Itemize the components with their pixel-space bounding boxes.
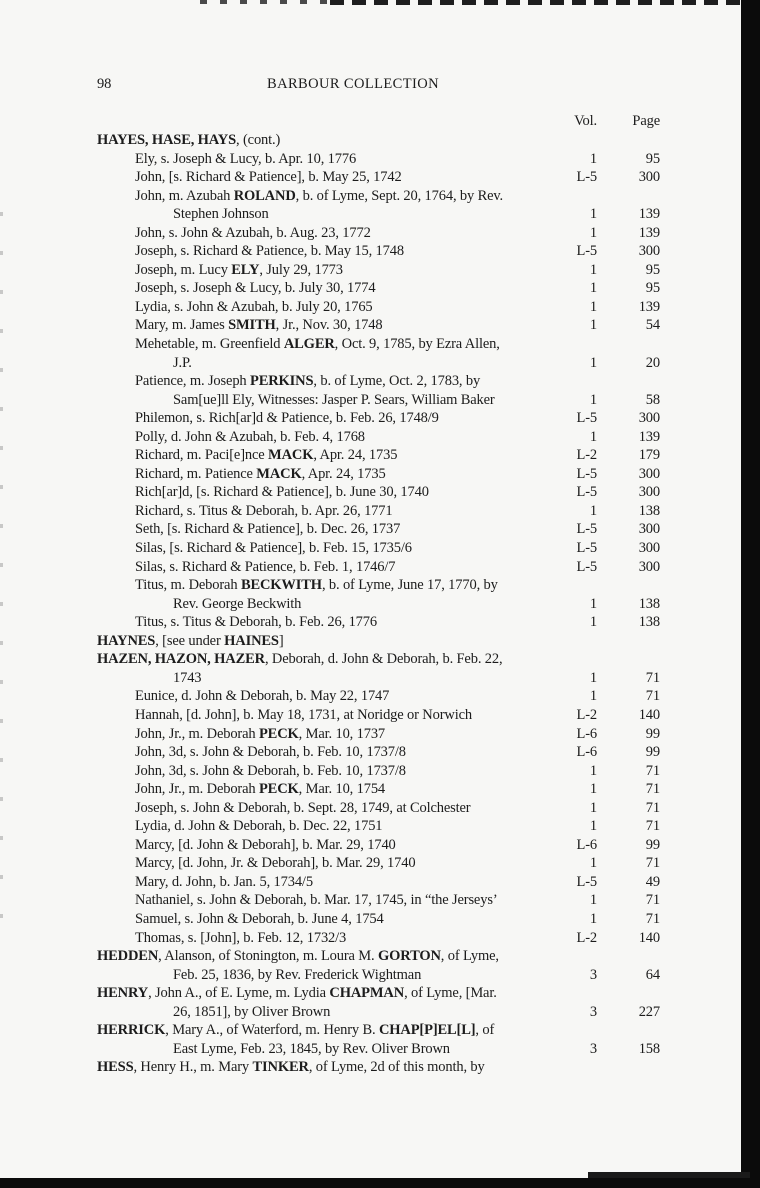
- record-row: [97, 242, 660, 261]
- record-row: [97, 520, 660, 539]
- record-page: 140: [638, 929, 660, 946]
- record-text: Richard, m. Paci[e]nce MACK, Apr. 24, 1735: [135, 447, 398, 464]
- record-page: 95: [645, 280, 660, 297]
- record-row: [97, 279, 660, 298]
- column-headers: [97, 113, 660, 130]
- record-page: 300: [638, 540, 660, 557]
- record-page: [597, 576, 660, 595]
- record-vol: [545, 372, 597, 391]
- record-page: 140: [638, 706, 660, 723]
- record-text: John, [s. Richard & Patience], b. May 25, 1742: [135, 169, 402, 186]
- record-vol: 1: [589, 280, 597, 297]
- record-text: Hannah, [d. John], b. May 18, 1731, at Noridge or Norwich: [135, 706, 472, 723]
- record-text: Richard, s. Titus & Deborah, b. Apr. 26, 1771: [135, 502, 393, 519]
- film-perforation-strip-left: [200, 0, 330, 4]
- record-row: [97, 150, 660, 169]
- record-vol: 1: [589, 762, 597, 779]
- record-row: [97, 706, 660, 725]
- record-vol: 1: [589, 614, 597, 631]
- record-row: [97, 929, 660, 948]
- record-text: Mary, m. James SMITH, Jr., Nov. 30, 1748: [135, 317, 383, 334]
- record-page: 138: [638, 595, 660, 612]
- record-vol: 1: [589, 206, 597, 223]
- record-page: [597, 984, 660, 1003]
- record-row: [97, 873, 660, 892]
- record-text: John, Jr., m. Deborah PECK, Mar. 10, 1737: [135, 725, 386, 742]
- record-row: [97, 762, 660, 781]
- record-page: [597, 650, 660, 669]
- record-vol: 1: [589, 317, 597, 334]
- record-row: [97, 298, 660, 317]
- record-page: 49: [645, 873, 660, 890]
- record-text: HESS, Henry H., m. Mary TINKER, of Lyme, 2d of this month, by: [97, 1059, 485, 1076]
- record-text: East Lyme, Feb. 23, 1845, by Rev. Oliver Brown: [173, 1040, 450, 1057]
- record-row: [97, 224, 660, 243]
- record-text: Silas, s. Richard & Patience, b. Feb. 1, 1746/7: [135, 558, 396, 575]
- record-text: Mary, d. John, b. Jan. 5, 1734/5: [135, 873, 313, 890]
- record-page: 95: [645, 150, 660, 167]
- record-vol: 1: [589, 150, 597, 167]
- record-vol: L-5: [576, 558, 597, 575]
- record-page: [597, 187, 660, 206]
- record-page: 300: [638, 410, 660, 427]
- record-page: 158: [638, 1040, 660, 1057]
- page-number: 98: [97, 76, 112, 92]
- record-text: Rich[ar]d, [s. Richard & Patience], b. June 30, 1740: [135, 484, 429, 501]
- record-text: Titus, m. Deborah BECKWITH, b. of Lyme, June 17, 1770, by: [135, 577, 498, 594]
- record-vol: 1: [589, 910, 597, 927]
- record-text: 26, 1851], by Oliver Brown: [173, 1003, 331, 1020]
- record-page: 179: [638, 447, 660, 464]
- record-page: 71: [645, 855, 660, 872]
- column-header-spacer: [97, 113, 545, 130]
- record-text: HEDDEN, Alanson, of Stonington, m. Loura M. GORTON, of Lyme,: [97, 948, 499, 965]
- record-row: [97, 725, 660, 744]
- record-row: [97, 205, 660, 224]
- record-text: Rev. George Beckwith: [173, 595, 302, 612]
- record-row: [97, 539, 660, 558]
- record-vol: [545, 335, 597, 354]
- record-page: 139: [638, 224, 660, 241]
- record-vol: [545, 187, 597, 206]
- record-page: [597, 335, 660, 354]
- record-text: HENRY, John A., of E. Lyme, m. Lydia CHAPMAN, of Lyme, [Mar.: [97, 985, 497, 1002]
- record-vol: [545, 632, 597, 651]
- page-title: BARBOUR COLLECTION: [267, 76, 439, 92]
- record-vol: 1: [589, 428, 597, 445]
- record-text: Marcy, [d. John & Deborah], b. Mar. 29, 1740: [135, 836, 396, 853]
- record-page: [597, 1058, 660, 1077]
- record-text: Joseph, m. Lucy ELY, July 29, 1773: [135, 261, 343, 278]
- record-text: HAZEN, HAZON, HAZER, Deborah, d. John & Deborah, b. Feb. 22,: [97, 651, 503, 668]
- record-row: [97, 428, 660, 447]
- record-text: Joseph, s. Richard & Patience, b. May 15, 1748: [135, 243, 404, 260]
- record-text: Polly, d. John & Azubah, b. Feb. 4, 1768: [135, 428, 365, 445]
- record-page: 300: [638, 484, 660, 501]
- record-page: 300: [638, 243, 660, 260]
- film-edge-bottom: [0, 1178, 760, 1188]
- record-vol: 3: [589, 1003, 597, 1020]
- record-vol: 1: [589, 781, 597, 798]
- record-row: [97, 335, 660, 354]
- record-vol: L-6: [576, 836, 597, 853]
- record-vol: [545, 947, 597, 966]
- record-vol: L-5: [576, 169, 597, 186]
- record-text: Stephen Johnson: [173, 206, 269, 223]
- record-row: [97, 632, 660, 651]
- record-vol: L-5: [576, 410, 597, 427]
- record-row: [97, 465, 660, 484]
- record-page: 138: [638, 614, 660, 631]
- record-vol: 1: [589, 595, 597, 612]
- record-vol: L-6: [576, 725, 597, 742]
- record-text: Mehetable, m. Greenfield ALGER, Oct. 9, 1785, by Ezra Allen,: [135, 336, 500, 353]
- record-row: [97, 187, 660, 206]
- record-text: Richard, m. Patience MACK, Apr. 24, 1735: [135, 465, 386, 482]
- record-vol: [545, 1021, 597, 1040]
- record-vol: 1: [589, 354, 597, 371]
- record-text: Patience, m. Joseph PERKINS, b. of Lyme, Oct. 2, 1783, by: [135, 373, 481, 390]
- record-text: Ely, s. Joseph & Lucy, b. Apr. 10, 1776: [135, 150, 357, 167]
- record-row: [97, 836, 660, 855]
- record-row: [97, 1040, 660, 1059]
- record-page: [597, 1021, 660, 1040]
- record-row: [97, 168, 660, 187]
- record-text: Feb. 25, 1836, by Rev. Frederick Wightman: [173, 966, 422, 983]
- record-page: [597, 947, 660, 966]
- record-page: [597, 632, 660, 651]
- record-page: 300: [638, 521, 660, 538]
- record-page: 71: [645, 762, 660, 779]
- record-text: HAYNES, [see under HAINES]: [97, 632, 284, 649]
- record-row: [97, 502, 660, 521]
- record-text: Thomas, s. [John], b. Feb. 12, 1732/3: [135, 929, 347, 946]
- record-row: [97, 1058, 660, 1077]
- record-page: 139: [638, 206, 660, 223]
- records-list: [97, 131, 660, 1077]
- record-row: [97, 1021, 660, 1040]
- record-row: [97, 483, 660, 502]
- record-row: [97, 372, 660, 391]
- record-vol: L-5: [576, 484, 597, 501]
- record-row: [97, 391, 660, 410]
- record-page: 71: [645, 799, 660, 816]
- record-vol: 1: [589, 298, 597, 315]
- record-page: 71: [645, 669, 660, 686]
- record-text: Silas, [s. Richard & Patience], b. Feb. 15, 1735/6: [135, 540, 412, 557]
- record-vol: L-5: [576, 521, 597, 538]
- record-text: 1743: [173, 669, 202, 686]
- record-row: [97, 966, 660, 985]
- record-text: John, 3d, s. John & Deborah, b. Feb. 10, 1737/8: [135, 744, 406, 761]
- record-row: [97, 558, 660, 577]
- record-row: [97, 687, 660, 706]
- record-row: [97, 669, 660, 688]
- record-vol: 1: [589, 669, 597, 686]
- record-row: [97, 409, 660, 428]
- record-page: 300: [638, 465, 660, 482]
- record-text: HAYES, HASE, HAYS, (cont.): [97, 132, 281, 148]
- record-vol: L-5: [576, 540, 597, 557]
- record-vol: [545, 650, 597, 669]
- record-page: 58: [645, 391, 660, 408]
- record-vol: L-5: [576, 243, 597, 260]
- record-text: Eunice, d. John & Deborah, b. May 22, 1747: [135, 688, 390, 705]
- record-row: [97, 891, 660, 910]
- record-page: 54: [645, 317, 660, 334]
- record-vol: L-5: [576, 873, 597, 890]
- record-row: [97, 576, 660, 595]
- record-text: Lydia, d. John & Deborah, b. Dec. 22, 1751: [135, 818, 383, 835]
- record-text: Titus, s. Titus & Deborah, b. Feb. 26, 1776: [135, 614, 377, 631]
- record-page: 138: [638, 502, 660, 519]
- record-vol: 3: [589, 966, 597, 983]
- record-text: HERRICK, Mary A., of Waterford, m. Henry B. CHAP[P]EL[L], of: [97, 1022, 495, 1039]
- record-text: Sam[ue]ll Ely, Witnesses: Jasper P. Sears, William Baker: [173, 391, 495, 408]
- record-row: [97, 743, 660, 762]
- record-row: [97, 261, 660, 280]
- record-vol: [545, 984, 597, 1003]
- record-page: [597, 131, 660, 150]
- film-perforation-strip: [330, 0, 748, 5]
- record-page: 227: [638, 1003, 660, 1020]
- scan-edge-tick-marks: [0, 212, 3, 922]
- record-row: [97, 446, 660, 465]
- record-row: [97, 817, 660, 836]
- record-page: 139: [638, 298, 660, 315]
- record-vol: [545, 131, 597, 150]
- record-row: [97, 984, 660, 1003]
- record-row: [97, 354, 660, 373]
- record-vol: [545, 576, 597, 595]
- record-vol: L-2: [576, 447, 597, 464]
- record-row: [97, 650, 660, 669]
- record-page: 71: [645, 688, 660, 705]
- record-row: [97, 780, 660, 799]
- record-vol: L-6: [576, 744, 597, 761]
- record-row: [97, 799, 660, 818]
- record-page: 99: [645, 744, 660, 761]
- record-page: 71: [645, 781, 660, 798]
- record-page: 71: [645, 892, 660, 909]
- record-row: [97, 910, 660, 929]
- record-text: Marcy, [d. John, Jr. & Deborah], b. Mar. 29, 1740: [135, 855, 416, 872]
- record-text: Joseph, s. John & Deborah, b. Sept. 28, 1749, at Colchester: [135, 799, 471, 816]
- record-page: 300: [638, 169, 660, 186]
- record-row: [97, 316, 660, 335]
- record-page: 139: [638, 428, 660, 445]
- record-vol: L-2: [576, 706, 597, 723]
- record-row: [97, 131, 660, 150]
- record-text: John, 3d, s. John & Deborah, b. Feb. 10, 1737/8: [135, 762, 406, 779]
- record-vol: 1: [589, 818, 597, 835]
- record-row: [97, 1003, 660, 1022]
- film-edge-right: [741, 0, 760, 1188]
- record-page: 95: [645, 261, 660, 278]
- record-text: John, Jr., m. Deborah PECK, Mar. 10, 1754: [135, 781, 386, 798]
- record-vol: L-2: [576, 929, 597, 946]
- record-row: [97, 595, 660, 614]
- record-page: 99: [645, 725, 660, 742]
- record-text: Seth, [s. Richard & Patience], b. Dec. 26, 1737: [135, 521, 401, 538]
- column-header-page: Page: [632, 113, 660, 129]
- record-page: 20: [645, 354, 660, 371]
- record-page: 71: [645, 818, 660, 835]
- record-text: Joseph, s. Joseph & Lucy, b. July 30, 1774: [135, 280, 376, 297]
- record-vol: 1: [589, 688, 597, 705]
- record-page: 64: [645, 966, 660, 983]
- record-page: 300: [638, 558, 660, 575]
- record-vol: [545, 1058, 597, 1077]
- record-vol: 1: [589, 224, 597, 241]
- record-vol: 1: [589, 391, 597, 408]
- record-text: Nathaniel, s. John & Deborah, b. Mar. 17, 1745, in “the Jerseys’: [135, 892, 498, 909]
- record-page: 71: [645, 910, 660, 927]
- record-row: [97, 854, 660, 873]
- record-text: Philemon, s. Rich[ar]d & Patience, b. Feb. 26, 1748/9: [135, 410, 439, 427]
- record-vol: L-5: [576, 465, 597, 482]
- record-row: [97, 613, 660, 632]
- record-text: John, m. Azubah ROLAND, b. of Lyme, Sept. 20, 1764, by Rev.: [135, 187, 504, 204]
- record-page: 99: [645, 836, 660, 853]
- record-text: John, s. John & Azubah, b. Aug. 23, 1772: [135, 224, 371, 241]
- record-vol: 1: [589, 892, 597, 909]
- record-vol: 1: [589, 502, 597, 519]
- record-row: [97, 947, 660, 966]
- record-text: Samuel, s. John & Deborah, b. June 4, 1754: [135, 910, 384, 927]
- column-header-vol: Vol.: [574, 113, 597, 129]
- record-vol: 1: [589, 261, 597, 278]
- record-text: J.P.: [173, 354, 192, 371]
- record-page: [597, 372, 660, 391]
- record-vol: 1: [589, 855, 597, 872]
- record-text: Lydia, s. John & Azubah, b. July 20, 1765: [135, 298, 373, 315]
- record-vol: 1: [589, 799, 597, 816]
- record-vol: 3: [589, 1040, 597, 1057]
